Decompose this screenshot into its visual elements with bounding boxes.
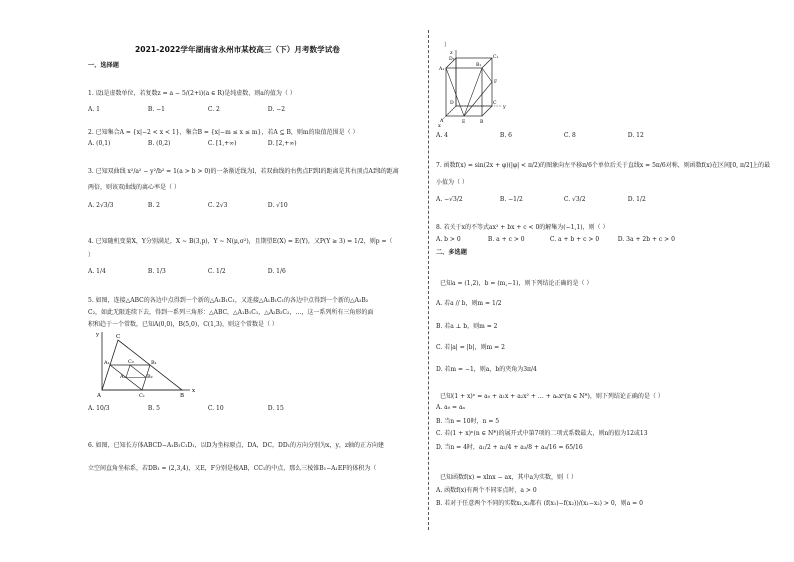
q6-stem-line3: ） (444, 42, 451, 49)
q5-label-a2: A₂ (120, 374, 126, 380)
q6-option-b: B. 6 (499, 132, 512, 139)
q3-option-a: A. 2√3/3 (88, 202, 114, 209)
q5-option-b: B. 5 (147, 405, 160, 412)
q3-stem-line2: 两倍，则该双曲线的离心率是（ ） (88, 184, 180, 191)
q1-stem: 1. 设i是虚数单位，若复数z = a − 5/(2+i)(a ∈ R)是纯虚数，则a的值为（ ） (88, 90, 296, 97)
q2-stem: 2. 已知集合A = {x|−2 < x < 1}，集合B = {x|−m ≤ x ≤ m}，若A ⊆ B，则m的取值范围是（ ） (88, 129, 359, 136)
q5-label-a1: A₁ (104, 360, 110, 366)
q6-label-d1: D₁ (449, 57, 455, 62)
q6-stem-line1: 6. 如图，已知长方体ABCD−A₁B₁C₁D₁，以D为坐标原点，DA，DC，DD₁的方向分别为x，y，z轴的正方向建 (88, 442, 384, 449)
q7-options (436, 196, 690, 203)
q8-stem: 8. 若关于x的不等式ax² + bx + c < 0的解集为(−1,1)，则（ ） (436, 224, 609, 231)
q6-front-face (446, 68, 482, 116)
q8-options (436, 236, 698, 243)
q6-option-c: C. 8 (563, 132, 576, 139)
q1-option-a: A. 1 (88, 106, 100, 113)
exam-title: 2021-2022学年湖南省永州市某校高三（下）月考数学试卷 (135, 45, 340, 54)
q7-stem-line2: 小值为（ ） (436, 179, 468, 186)
q7-stem-line1: 7. 函数f(x) = sin(2x + φ)(|φ| < π/2)的图象向左平移π/6个单位后关于直线x = 5π/6对称，则函数f(x)在区间[0, π/2]上的最 (436, 162, 771, 169)
q5-triangle-a2b2c2 (126, 365, 146, 378)
q2-option-b: B. (0,2) (147, 140, 171, 147)
q2-option-d: D. [2,+∞) (267, 140, 297, 147)
q6-tetra-1 (446, 68, 464, 116)
q6-label-c1: C₁ (493, 55, 499, 60)
column-divider (428, 30, 429, 530)
q5-label-y: y (96, 332, 100, 338)
section-multi: 二、多选题 (436, 249, 467, 256)
q8-option-c: C. a + b + c > 0 (549, 236, 600, 243)
q6-label-c: C (493, 101, 497, 106)
q4-stem-line1: 4. 已知随机变量X，Y分别满足，X ~ B(3,p)，Y ~ N(μ,σ²)，且期望E(X) = E(Y)，又P(Y ≥ 3) = 1/2，则p =（ (88, 238, 393, 245)
q6-label-b1: B₁ (476, 63, 482, 68)
q7-option-d: D. 1/2 (627, 196, 646, 203)
q6-options (436, 132, 690, 139)
q10-option-b: B. 当n = 10时，n = 5 (436, 418, 500, 425)
q9-option-c: C. 若|a| = |b|，则m = 2 (436, 344, 505, 351)
q5-option-c: C. 10 (207, 405, 224, 412)
q6-label-x: x (438, 123, 441, 128)
q9-option-b: B. 若a ⊥ b，则m = 2 (436, 323, 498, 330)
q2-option-a: A. (0,1) (88, 140, 111, 147)
q6-label-e: E (462, 120, 466, 125)
q6-tetra-4 (482, 68, 492, 82)
q5-options (88, 405, 326, 412)
q7-option-b: B. −1/2 (499, 196, 523, 203)
q1-option-d: D. −2 (267, 106, 286, 113)
q6-box-figure (436, 48, 514, 128)
q6-edge-3 (482, 106, 492, 116)
q1-option-c: C. 2 (207, 106, 220, 113)
q5-triangle-figure (90, 328, 200, 400)
q9-stem: 已知a = (1,2)，b = (m,−1)，则下列结论正确的是（ ） (440, 280, 593, 287)
q2-options (88, 140, 326, 147)
q8-option-d: D. 3a + 2b + c > 0 (617, 236, 675, 243)
q6-label-a: A (440, 119, 444, 124)
q6-option-d: D. 12 (627, 132, 644, 139)
q10-option-c: C. 若(1 + x)ⁿ(n ∈ N*)的展开式中第7项的二项式系数最大，则n的值为12或13 (436, 430, 648, 437)
q11-stem: 已知函数f(x) = xlnx − ax，其中a为实数，则（ ） (440, 474, 577, 481)
q4-stem-line2: ） (88, 252, 95, 259)
q4-option-c: C. 1/2 (207, 268, 226, 275)
q8-option-a: A. b > 0 (436, 236, 461, 243)
q6-option-a: A. 4 (436, 132, 448, 139)
q9-option-d: D. 若m = −1，则a，b的夹角为3π/4 (436, 366, 537, 373)
q5-stem-line2: C₂，如此无限连续下去，得到一系列三角形：△ABC，△A₁B₁C₁，△A₂B₂C₂，…，这一系列所有三角形的面 (88, 309, 374, 316)
q5-option-a: A. 10/3 (88, 405, 110, 412)
q1-options (88, 106, 326, 113)
q7-option-a: A. −√3/2 (436, 196, 463, 203)
q5-label-b2: B₂ (147, 374, 153, 380)
q6-x-axis (442, 106, 456, 120)
q9-option-a: A. 若a // b，则m = 1/2 (436, 300, 502, 307)
q6-label-d: D (450, 101, 454, 106)
q6-label-a1: A₁ (439, 67, 445, 72)
q6-edge-2 (482, 58, 492, 68)
q2-option-c: C. [1,+∞) (207, 140, 237, 147)
q6-back-face (456, 58, 492, 106)
q5-label-x: x (192, 388, 196, 394)
q5-label-c2: C₂ (128, 359, 134, 365)
q5-label-c: C (116, 334, 121, 340)
q10-option-a: A. a₀ = aₙ (436, 404, 466, 411)
q5-label-a: A (97, 393, 101, 399)
q10-stem: 已知(1 + x)ⁿ = a₀ + a₁x + a₂x² + … + aₙxⁿ(n ∈ N*)，则下列结论正确的是（ ） (440, 393, 664, 400)
q3-option-c: C. 2√3 (207, 202, 228, 209)
q3-option-d: D. √10 (267, 202, 288, 209)
q5-label-b1: B₁ (151, 360, 157, 366)
q7-option-c: C. √3/2 (563, 196, 586, 203)
section-choice: 一、选择题 (88, 62, 119, 69)
q5-option-d: D. 15 (267, 405, 284, 412)
q6-tetra-2 (464, 68, 482, 116)
q3-options (88, 202, 326, 209)
q4-option-a: A. 1/4 (88, 268, 106, 275)
q11-option-a: A. 函数f(x)有两个不同零点时，a > 0 (436, 487, 537, 494)
q3-option-b: B. 2 (147, 202, 160, 209)
q4-options (88, 268, 326, 275)
q5-label-b: B (180, 393, 185, 399)
q10-option-d: D. 当n = 4时，a₁/2 + a₂/4 + a₃/8 + a₄/16 = 65/16 (436, 444, 583, 451)
q5-stem-line1: 5. 如图，连接△ABC的各边中点得到一个新的△A₁B₁C₁，又连接△A₁B₁C₁的各边中点得到一个新的△A₂B₂ (88, 297, 369, 304)
q8-option-b: B. a + c > 0 (487, 236, 525, 243)
q6-label-f: F (494, 80, 498, 85)
q4-option-d: D. 1/6 (267, 268, 286, 275)
q6-label-b: B (480, 120, 484, 125)
q5-label-c1: C₁ (139, 393, 145, 399)
q5-stem-line3: 积和趋于一个常数，已知A(0,0)，B(5,0)，C(1,3)，则这个常数是（ ） (88, 321, 278, 328)
q4-option-b: B. 1/3 (147, 268, 166, 275)
q1-option-b: B. −1 (147, 106, 165, 113)
q3-stem-line1: 3. 已知双曲线 x²/a² − y²/b² = 1(a > b > 0)的一条渐近线为l，若双曲线的右焦点F到l的距离是其右顶点A到l的距离 (88, 168, 399, 175)
q6-tetra-3 (464, 82, 492, 116)
q6-label-z: z (450, 50, 453, 56)
q6-label-y: y (503, 104, 506, 110)
q6-stem-line2: 立空间直角坐标系，若DB₁ = (2,3,4)，又E，F分别是棱AB，CC₁的中点，那么三棱锥B₁−A₁EF的体积为（ (88, 465, 377, 472)
q11-option-b: B. 若对于任意两个不同的实数x₁,x₂都有 (f(x₁)−f(x₂))/(x₁−x₂) > 0，则a = 0 (436, 500, 643, 507)
